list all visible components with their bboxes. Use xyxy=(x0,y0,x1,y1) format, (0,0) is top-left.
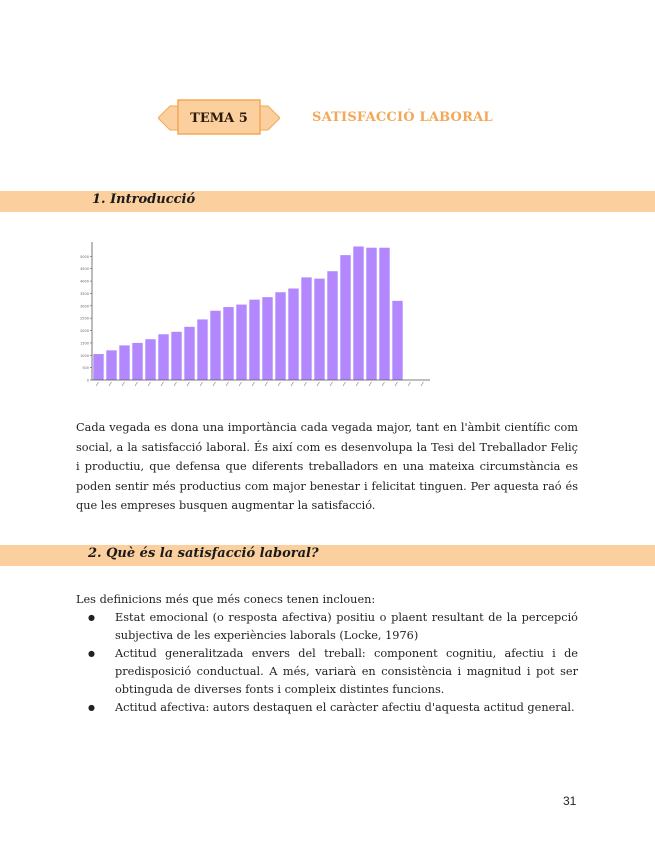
x-tick xyxy=(304,382,307,386)
x-tick xyxy=(200,382,203,386)
bar xyxy=(171,332,181,380)
x-tick xyxy=(226,382,229,386)
x-tick xyxy=(382,382,385,386)
x-tick xyxy=(278,382,281,386)
bar xyxy=(340,255,350,380)
x-tick xyxy=(291,382,294,386)
x-tick xyxy=(109,382,112,386)
bar xyxy=(145,339,155,380)
list-item: ● Estat emocional (o resposta afectiva) positiu o plaent resultant de la percepció subjectiva de les experiències laborals (Locke, 1976) xyxy=(76,609,578,645)
bar xyxy=(132,343,142,380)
y-tick-label: 5000 xyxy=(80,254,89,259)
definitions-list xyxy=(76,609,578,717)
bar xyxy=(301,277,311,380)
x-tick xyxy=(343,382,346,386)
x-tick xyxy=(330,382,333,386)
bar xyxy=(314,279,324,380)
section-title-introduction: 1. Introducció xyxy=(92,192,196,207)
bar xyxy=(353,246,363,380)
y-tick-label: 0 xyxy=(86,378,89,383)
list-item: ● Actitud afectiva: autors destaquen el caràcter afectiu d'aquesta actitud general. xyxy=(76,699,578,717)
bar xyxy=(288,289,298,380)
x-tick xyxy=(252,382,255,386)
x-tick xyxy=(122,382,125,386)
bar xyxy=(210,311,220,380)
x-tick xyxy=(408,382,411,386)
x-tick xyxy=(265,382,268,386)
bar xyxy=(223,307,233,380)
bar xyxy=(197,319,207,380)
y-tick-label: 4500 xyxy=(80,267,89,272)
section-heading-band xyxy=(0,191,655,212)
x-tick xyxy=(161,382,164,386)
bar xyxy=(392,301,402,380)
bar xyxy=(249,300,259,380)
x-tick xyxy=(213,382,216,386)
bar xyxy=(366,248,376,380)
x-tick xyxy=(369,382,372,386)
bar xyxy=(184,327,194,380)
y-tick-label: 2500 xyxy=(80,316,89,321)
y-tick-label: 3500 xyxy=(80,291,89,296)
x-tick xyxy=(187,382,190,386)
bar xyxy=(327,271,337,380)
theme-ribbon xyxy=(158,98,280,142)
y-tick-label: 4000 xyxy=(80,279,89,284)
bar xyxy=(262,297,272,380)
y-tick-label: 1500 xyxy=(80,341,89,346)
bar xyxy=(93,354,103,380)
section-title-what-is: 2. Què és la satisfacció laboral? xyxy=(88,546,319,561)
section-heading-band xyxy=(0,545,655,566)
x-tick xyxy=(317,382,320,386)
x-tick xyxy=(356,382,359,386)
bar xyxy=(275,292,285,380)
x-tick xyxy=(135,382,138,386)
y-tick-label: 1000 xyxy=(80,353,89,358)
theme-label: TEMA 5 xyxy=(190,110,248,126)
x-tick xyxy=(239,382,242,386)
list-item: ● Actitud generalitzada envers del treball: component cognitiu, afectiu i de predisposició conductual. A més, variarà en consistència i magnitud i pot ser obtinguda de diverses fonts i compleix distintes funcions. xyxy=(76,645,578,699)
x-tick xyxy=(421,382,424,386)
bar xyxy=(106,350,116,380)
bar xyxy=(236,305,246,380)
x-tick xyxy=(148,382,151,386)
bar xyxy=(158,334,168,380)
x-tick xyxy=(395,382,398,386)
intro-paragraph: Cada vegada es dona una importància cada vegada major, tant en l'àmbit científic com social, a la satisfacció laboral. És així com es desenvolupa la Tesi del Treballador Feliç i productiu, que defensa que diferents treballadors en una mateixa circumstància es poden sentir més productius com major benestar i felicitat tinguen. Per aquesta raó és que les empreses busquen augmentar la satisfacció. xyxy=(76,421,578,512)
bar-chart xyxy=(78,238,436,396)
definitions-intro: Les definicions més que més conecs tenen inclouen: xyxy=(76,593,376,606)
x-tick xyxy=(96,382,99,386)
page-number: 31 xyxy=(563,794,577,808)
x-tick xyxy=(174,382,177,386)
y-tick-label: 3000 xyxy=(80,304,89,309)
chapter-title: SATISFACCIÓ LABORAL xyxy=(312,110,493,125)
bar xyxy=(119,345,129,380)
y-tick-label: 2000 xyxy=(80,329,89,334)
bar xyxy=(379,248,389,380)
y-tick-label: 500 xyxy=(82,366,89,371)
